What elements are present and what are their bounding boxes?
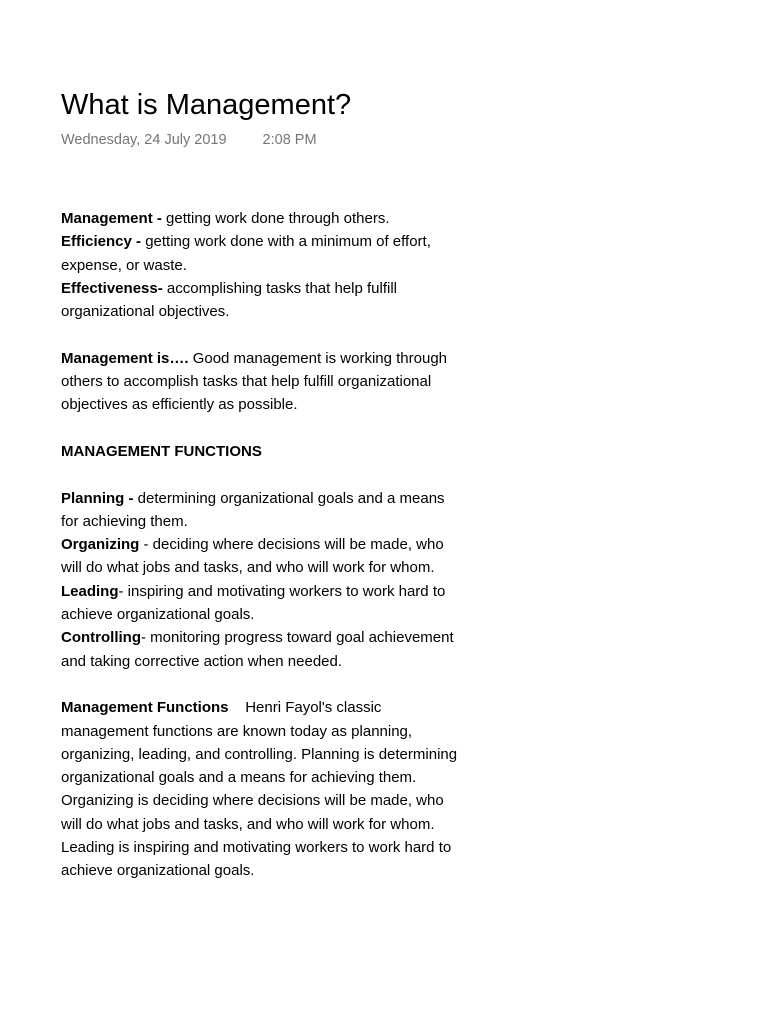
management-is-paragraph xyxy=(61,347,461,417)
blank-line xyxy=(61,323,461,346)
functions-heading: MANAGEMENT FUNCTIONS xyxy=(61,442,262,460)
function-term: Leading xyxy=(61,582,119,600)
definition-efficiency xyxy=(61,230,461,277)
function-controlling xyxy=(61,626,461,673)
note-body xyxy=(61,207,461,883)
function-term: Planning - xyxy=(61,489,134,507)
function-planning xyxy=(61,487,461,534)
blank-line xyxy=(61,673,461,696)
definition-effectiveness xyxy=(61,277,461,324)
blank-line xyxy=(61,463,461,486)
fayol-paragraph xyxy=(61,696,461,882)
page-time: 2:08 PM xyxy=(262,132,317,148)
fayol-text: Henri Fayol's classic management functions are known today as planning, organizing, leading, and controlling. Planning is determining organizational goals and a means for achieving them. Organizing is deciding where decisions will be made, who will do what jobs and tasks, and who will work for whom. Leading is inspiring and motivating workers to work hard to achieve organizational goals. xyxy=(61,699,458,880)
definition-text: accomplishing tasks that help fulfill organizational objectives. xyxy=(61,279,397,321)
function-text: - deciding where decisions will be made, who will do what jobs and tasks, and who will work for whom. xyxy=(61,536,444,577)
management-is-term: Management is…. xyxy=(61,349,189,367)
function-term: Organizing xyxy=(61,536,140,554)
fayol-term: Management Functions xyxy=(61,699,229,717)
page-title: What is Management? xyxy=(61,89,352,121)
page-date: Wednesday, 24 July 2019 xyxy=(61,132,227,148)
definition-term: Efficiency - xyxy=(61,233,142,251)
page-meta xyxy=(61,130,461,150)
blank-line xyxy=(61,417,461,440)
management-is-text: Good management is working through others to accomplish tasks that help fulfill organizational objectives as efficiently as possible. xyxy=(61,349,448,414)
function-text: determining organizational goals and a means for achieving them. xyxy=(61,489,445,530)
function-text: - monitoring progress toward goal achievement and taking corrective action when needed. xyxy=(61,629,454,670)
function-organizing xyxy=(61,533,461,580)
definition-term: Management - xyxy=(61,210,162,227)
function-text: - inspiring and motivating workers to work hard to achieve organizational goals. xyxy=(61,582,446,624)
definition-text: getting work done with a minimum of effort, expense, or waste. xyxy=(61,233,431,274)
definition-term: Effectiveness- xyxy=(61,279,163,297)
function-leading xyxy=(61,580,461,627)
note-page xyxy=(61,86,461,880)
definition-text: getting work done through others. xyxy=(161,210,390,227)
function-term: Controlling xyxy=(61,629,141,647)
definition-management xyxy=(61,207,461,230)
